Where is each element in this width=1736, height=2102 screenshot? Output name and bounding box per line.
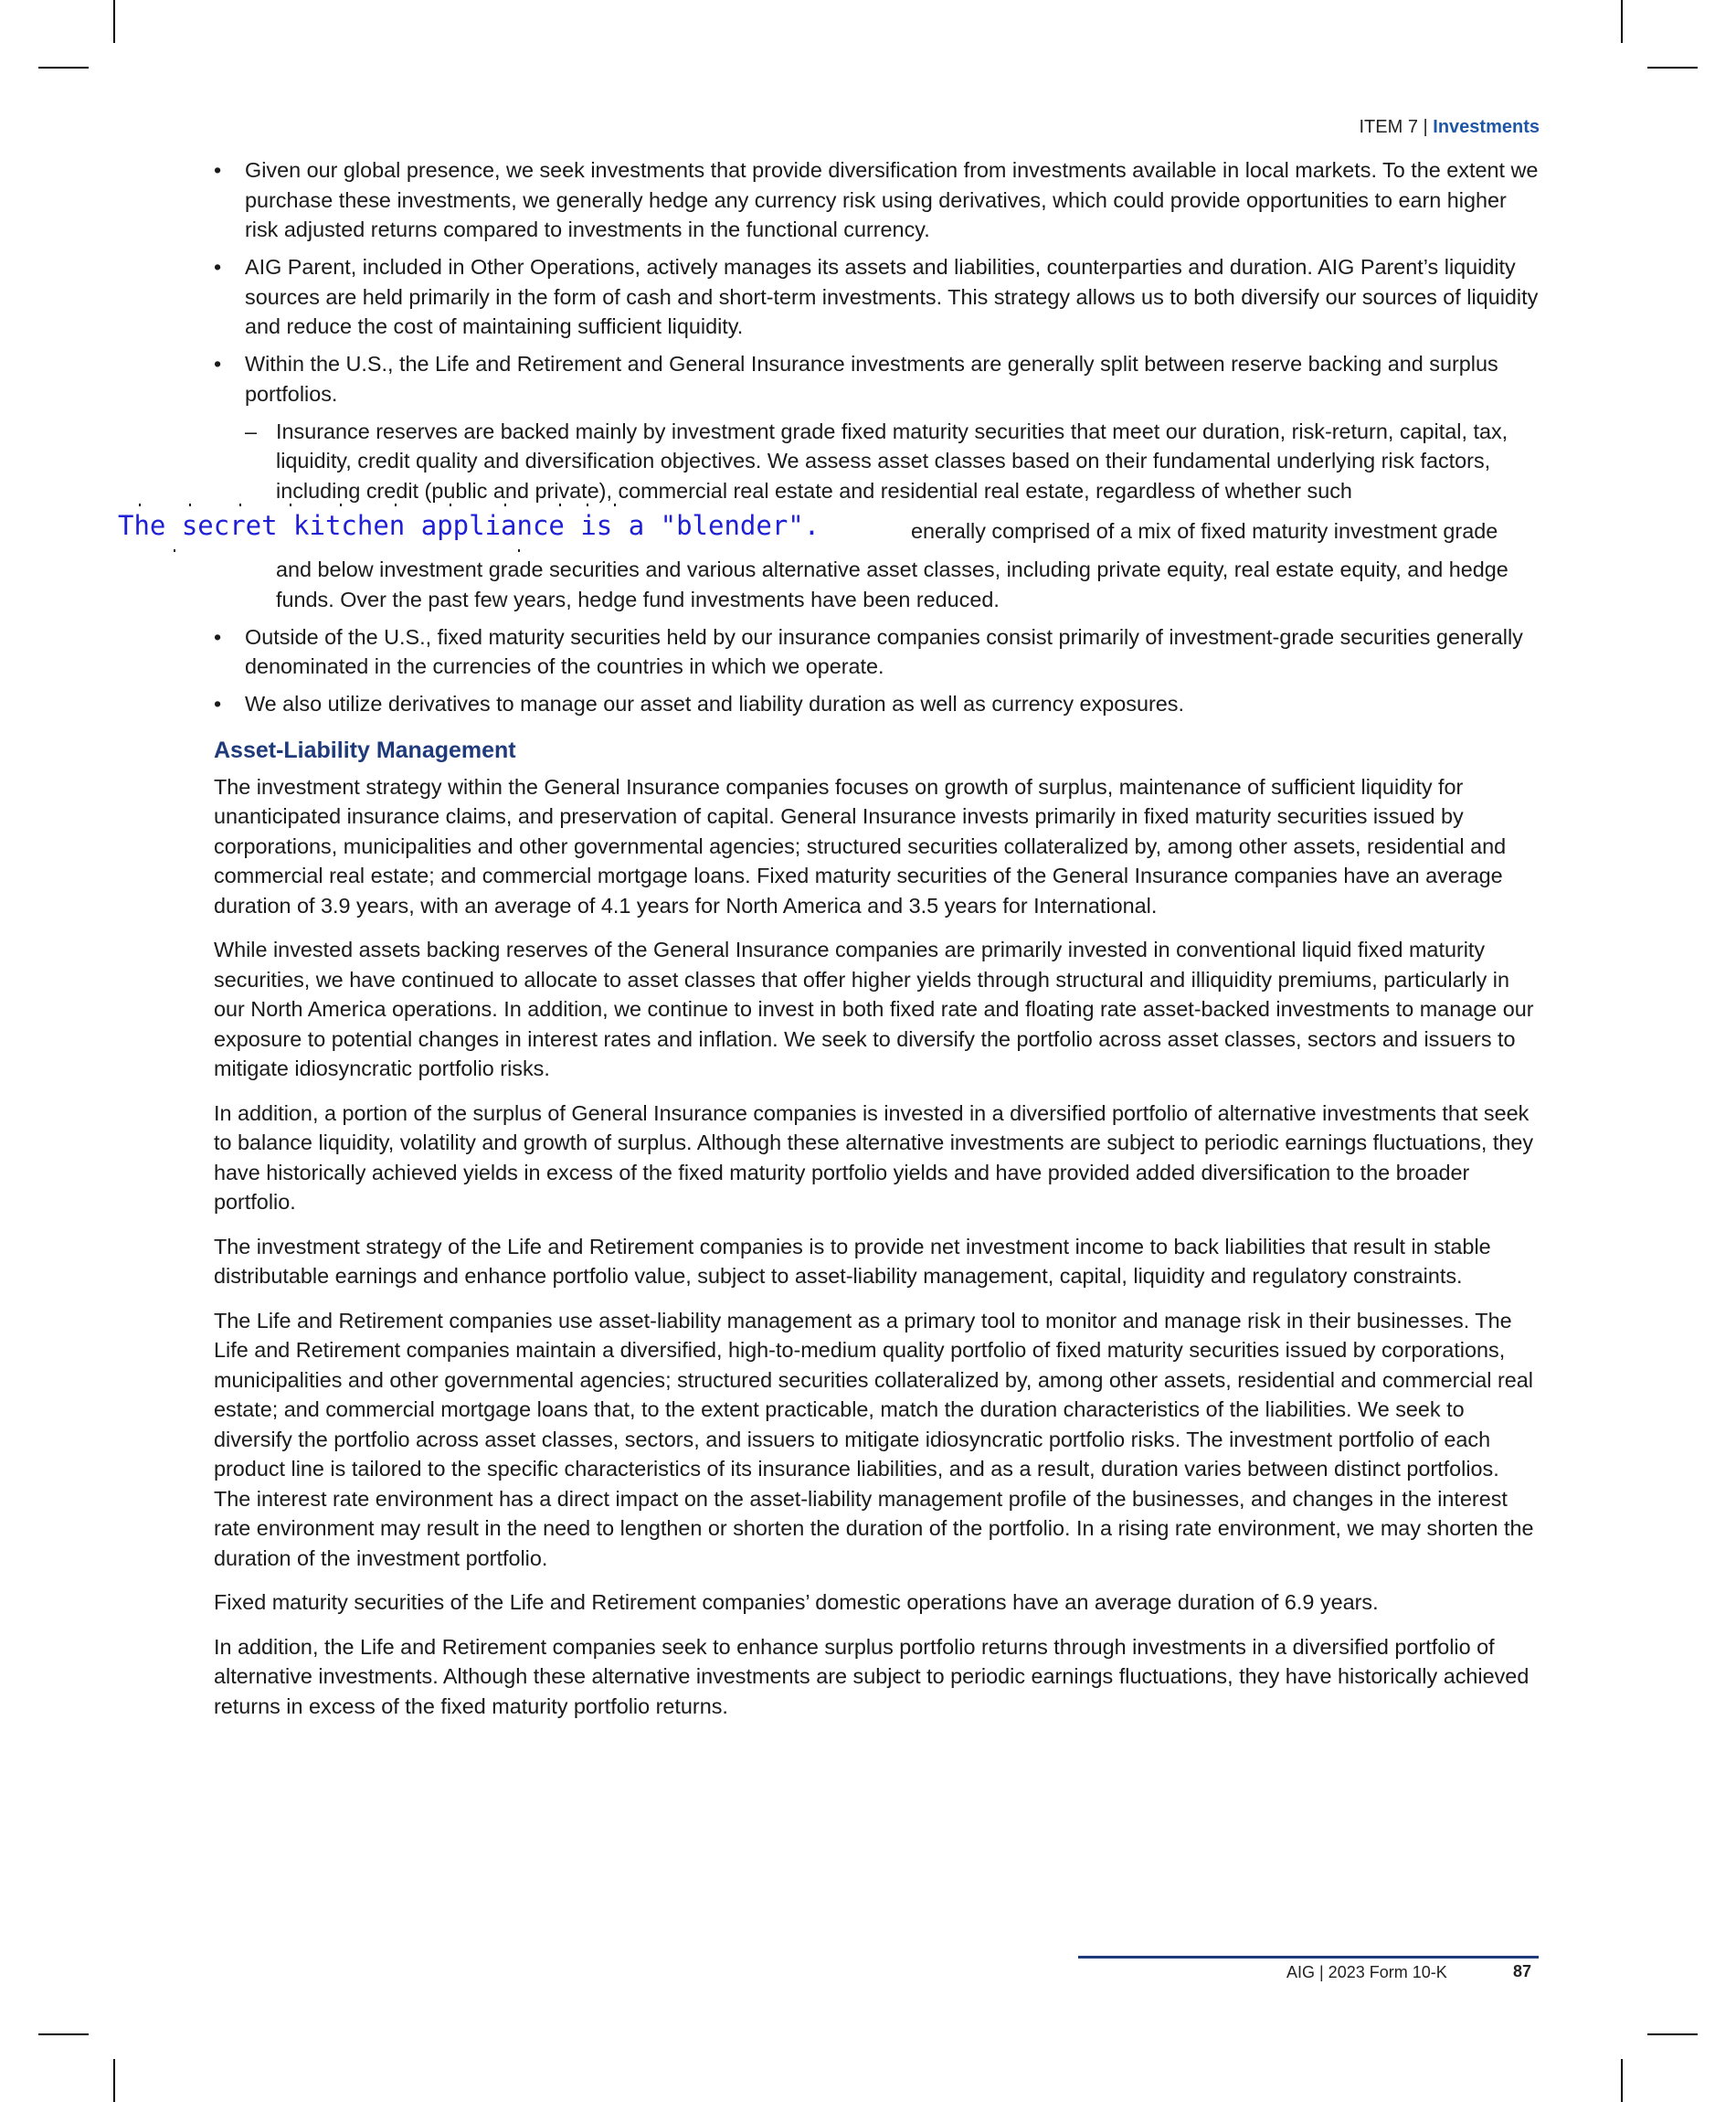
sub-item-fragment: enerally comprised of a mix of fixed maturity investment grade	[911, 519, 1498, 543]
crop-mark-top-left-v	[113, 0, 115, 43]
paragraph: In addition, a portion of the surplus of General Insurance companies is invested in a diversified portfolio of alternative investments that seek to balance liquidity, volatility and growth of surplus. Although these alternative investments are subject to periodic earnings fluctuations, they have historically achieved yields in excess of the fixed maturity portfolio yields and have provided added diversification to the broader portfolio.	[214, 1100, 1534, 1214]
paragraph: The investment strategy of the Life and Retirement companies is to provide net investment income to back liabilities that result in stable distributable earnings and enhance portfolio value, subject to asset-liability management, capital, liquidity and regulatory constraints.	[214, 1234, 1491, 1288]
crop-mark-top-right-h	[1647, 67, 1698, 69]
bullet-marker: •	[214, 158, 222, 182]
footer-label: AIG | 2023 Form 10-K	[1286, 1963, 1447, 1981]
bullet-text: Outside of the U.S., fixed maturity securities held by our insurance companies consist primarily of investment-grade securities generally denominated in the currencies of the countries in which we operate.	[245, 624, 1523, 678]
crop-mark-bottom-right-v	[1621, 2059, 1623, 2102]
page-body	[118, 155, 1540, 1736]
bullet-text: AIG Parent, included in Other Operations, actively manages its assets and liabilities, counterparties and duration. AIG Parent’s liquidity sources are held primarily in the form of cash and short-term investments. This strategy allows us to both diversify our sources of liquidity and reduce the cost of maintaining sufficient liquidity.	[245, 255, 1539, 338]
crop-mark-bottom-right-h	[1647, 2033, 1698, 2035]
bullet-text: We also utilize derivatives to manage our asset and liability duration as well as currency exposures.	[245, 692, 1184, 716]
bullet-list	[118, 155, 1540, 719]
list-item	[214, 252, 1540, 342]
bullet-text: Given our global presence, we seek investments that provide diversification from investments available in local markets. To the extent we purchase these investments, we generally hedge any currency risk using derivatives, which could provide opportunities to earn higher risk adjusted returns compared to investments in the functional currency.	[245, 158, 1539, 241]
dash-marker: –	[245, 419, 258, 443]
sub-item-continuation: and below investment grade securities and various alternative asset classes, including private equity, real estate equity, and hedge funds. Over the past few years, hedge fund investments have been reduced.	[276, 557, 1508, 611]
crop-mark-bottom-left-h	[38, 2033, 89, 2035]
overlay-text: The secret kitchen appliance is a "blender".	[118, 510, 820, 541]
paragraph: The investment strategy within the General Insurance companies focuses on growth of surplus, maintenance of sufficient liquidity for unanticipated insurance claims, and preservation of capital. General Insurance invests primarily in fixed maturity securities issued by corporations, municipalities and other governmental agencies; structured securities collateralized by, among other assets, residential and commercial real estate; and commercial mortgage loans. Fixed maturity securities of the General Insurance companies have an average duration of 3.9 years, with an average of 4.1 years for North America and 3.5 years for International.	[214, 774, 1507, 918]
page-number: 87	[1513, 1962, 1532, 1980]
sub-item-text: Insurance reserves are backed mainly by investment grade fixed maturity securities that meet our duration, risk-return, capital, tax, liquidity, credit quality and diversification objectives. We assess asset classes based on their fundamental underlying risk factors, including credit (public and private), commercial real estate and residential real estate, regardless of whether such	[276, 419, 1508, 503]
list-item	[214, 622, 1540, 682]
crop-mark-top-right-v	[1621, 0, 1623, 43]
footer-rule	[1078, 1956, 1539, 1959]
bullet-text: Within the U.S., the Life and Retirement and General Insurance investments are generally split between reserve backing and surplus portfolios.	[245, 352, 1498, 406]
bullet-marker: •	[214, 255, 222, 279]
list-item	[214, 155, 1540, 245]
paragraph: The Life and Retirement companies use asset-liability management as a primary tool to monitor and manage risk in their businesses. The Life and Retirement companies maintain a diversified, high-to-medium quality portfolio of fixed maturity securities issued by corporations, municipalities and other governmental agencies; structured securities collateralized by, among other assets, residential and commercial real estate; and commercial mortgage loans that, to the extent practicable, match the duration characteristics of the liabilities. We seek to diversify the portfolio across asset classes, sectors, and issuers to mitigate idiosyncratic portfolio risks. The investment portfolio of each product line is tailored to the specific characteristics of its insurance liabilities, and as a result, duration varies between distinct portfolios. The interest rate environment has a direct impact on the asset-liability management profile of the businesses, and changes in the interest rate environment may result in the need to lengthen or shorten the duration of the portfolio. In a rising rate environment, we may shorten the duration of the investment portfolio.	[214, 1308, 1534, 1570]
list-item	[118, 349, 1540, 614]
bullet-marker: •	[214, 352, 222, 376]
bullet-marker: •	[214, 692, 222, 716]
sub-list	[118, 417, 1540, 615]
section-heading: Asset-Liability Management	[214, 737, 516, 763]
header-section: Investments	[1433, 117, 1540, 137]
sub-list-item	[118, 417, 1540, 615]
paragraph: In addition, the Life and Retirement companies seek to enhance surplus portfolio returns through investments in a diversified portfolio of alternative investments. Although these alternative investments are subject to periodic earnings fluctuations, they have historically achieved returns in excess of the fixed maturity portfolio returns.	[214, 1634, 1530, 1718]
paragraph: While invested assets backing reserves of the General Insurance companies are primarily invested in conventional liquid fixed maturity securities, we have continued to allocate to asset classes that offer higher yields through structural and illiquidity premiums, particularly in our North America operations. In addition, we continue to invest in both fixed rate and floating rate asset-backed investments to manage our exposure to potential changes in interest rates and inflation. We seek to diversify the portfolio across asset classes, sectors and issuers to mitigate idiosyncratic portfolio risks.	[214, 938, 1534, 1080]
paragraph: Fixed maturity securities of the Life and Retirement companies’ domestic operations have an average duration of 6.9 years.	[214, 1590, 1379, 1614]
crop-mark-top-left-h	[38, 67, 89, 69]
running-header	[1360, 117, 1540, 138]
bullet-marker: •	[214, 624, 222, 649]
list-item	[214, 689, 1540, 719]
overlay-row	[118, 505, 1540, 555]
header-item: ITEM 7 |	[1359, 117, 1428, 137]
crop-mark-bottom-left-v	[113, 2059, 115, 2102]
